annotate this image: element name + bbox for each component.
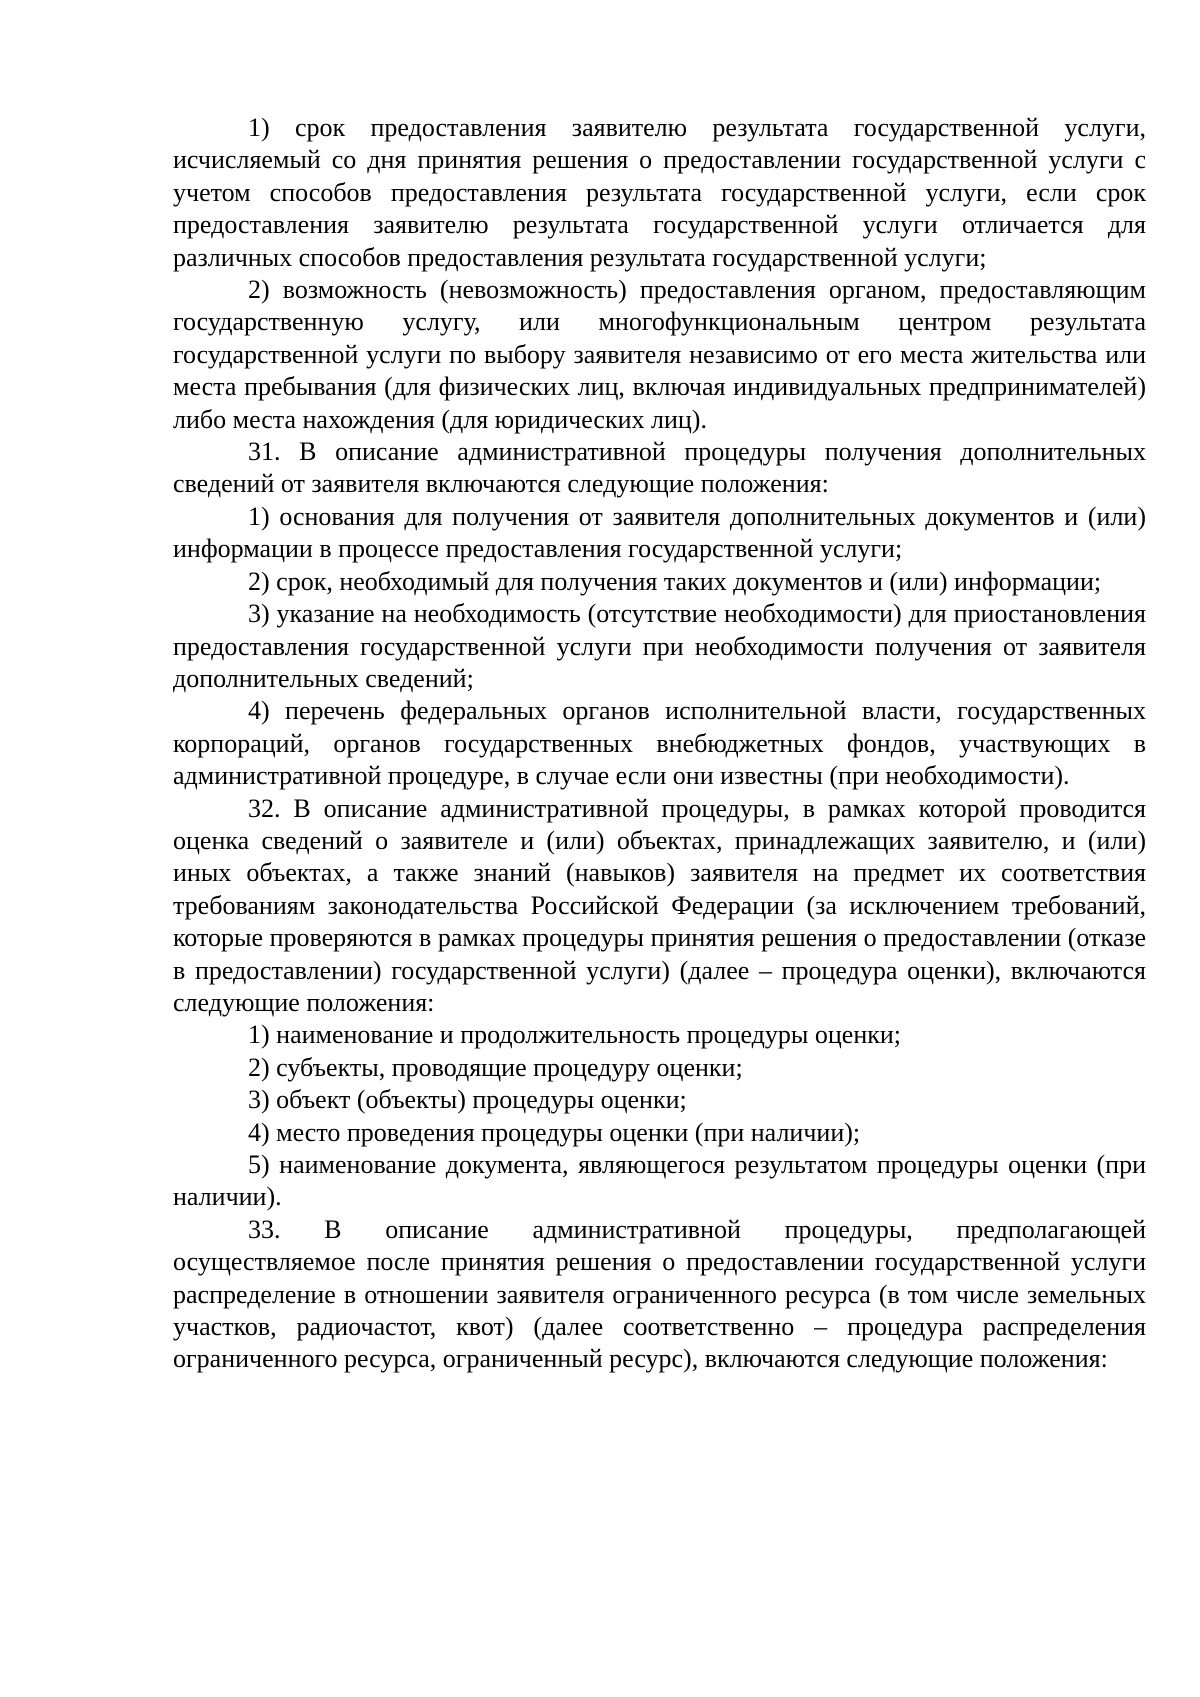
paragraph-31-item-4: 4) перечень федеральных органов исполнительной власти, государственных корпораций, органов государственных внебюджетных фондов, участвующих в административной процедуре, в случае если они известны (при необходимости). [173,696,1146,791]
paragraph-32-item-1: 1) наименование и продолжительность процедуры оценки; [248,1020,902,1050]
document-page [173,112,1146,1376]
paragraph-31: 31. В описание административной процедуры получения дополнительных сведений от заявителя включаются следующие положения: [173,437,1146,499]
paragraph-32-item-4: 4) место проведения процедуры оценки (при наличии); [248,1117,861,1147]
paragraph-31-item-2: 2) срок, необходимый для получения таких документов и (или) информации; [248,566,1102,596]
paragraph-item-1-deadline: 1) срок предоставления заявителю результата государственной услуги, исчисляемый со дня принятия решения о предоставлении государственной услуги с учетом способов предоставления результата государственной услуги, если срок предоставления заявителю результата государственной услуги отличается для различных способов предоставления результата государственной услуги; [173,113,1146,272]
paragraph-31-item-1: 1) основания для получения от заявителя дополнительных документов и (или) информации в процессе предоставления государственной услуги; [173,501,1146,564]
paragraph-32-item-3: 3) объект (объекты) процедуры оценки; [248,1085,687,1115]
paragraph-33: 33. В описание административной процедуры, предполагающей осуществляемое после принятия решения о предоставлении государственной услуги распределение в отношении заявителя ограниченного ресурса (в том числе земельных участков, радиочастот, квот) (далее соответственно – процедура распределения ограниченного ресурса, ограниченный ресурс), включаются следующие положения: [173,1214,1146,1374]
paragraph-31-item-3: 3) указание на необходимость (отсутствие необходимости) для приостановления предоставления государственной услуги при необходимости получения от заявителя дополнительных сведений; [173,599,1146,693]
paragraph-32-item-5: 5) наименование документа, являющегося результатом процедуры оценки (при наличии). [173,1150,1146,1212]
paragraph-item-2-possibility: 2) возможность (невозможность) предоставления органом, предоставляющим государственную услугу, или многофункциональным центром результата государственной услуги по выбору заявителя независимо от его места жительства или места пребывания (для физических лиц, включая индивидуальных предпринимателей) либо места нахождения (для юридических лиц). [173,275,1146,434]
paragraph-32: 32. В описание административной процедуры, в рамках которой проводится оценка сведений о заявителе и (или) объектах, принадлежащих заявителю, и (или) иных объектах, а также знаний (навыков) заявителя на предмет их соответствия требованиям законодательства Российской Федерации (за исключением требований, которые проверяются в рамках процедуры принятия решения о предоставлении (отказе в предоставлении) государственной услуги) (далее – процедура оценки), включаются следующие положения: [173,793,1146,1017]
paragraph-32-item-2: 2) субъекты, проводящие процедуру оценки; [248,1052,743,1082]
